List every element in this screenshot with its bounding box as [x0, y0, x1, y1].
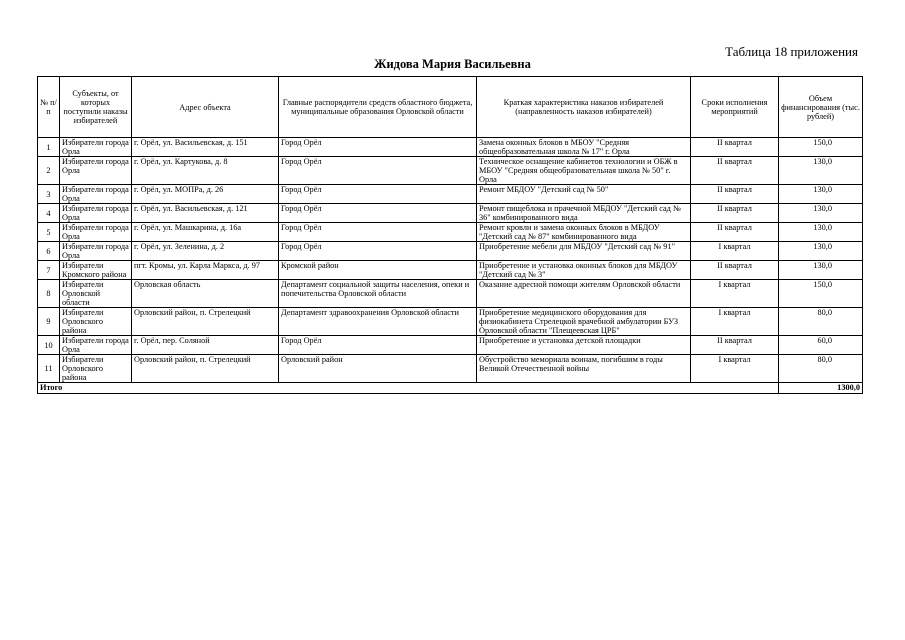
row-number: 9	[38, 308, 60, 336]
col-header-num: № п/п	[38, 77, 60, 138]
row-period: II квартал	[691, 261, 779, 280]
row-subject: Избиратели города Орла	[60, 336, 132, 355]
row-subject: Избиратели Кромского района	[60, 261, 132, 280]
col-header-description: Краткая характеристика наказов избирателей (направленность наказов избирателей)	[477, 77, 691, 138]
table-row	[38, 308, 863, 336]
row-manager: Город Орёл	[279, 204, 477, 223]
row-description: Обустройство мемориала воинам, погибшим в годы Великой Отечественной войны	[477, 355, 691, 383]
table-row	[38, 280, 863, 308]
row-number: 4	[38, 204, 60, 223]
col-header-subject: Субъекты, от которых поступили наказы избирателей	[60, 77, 132, 138]
row-description: Приобретение медицинского оборудования для физиокабинета Стрелецкой врачебной амбулатории БУЗ Орловской области "Плещеевская ЦРБ"	[477, 308, 691, 336]
row-manager: Город Орёл	[279, 138, 477, 157]
row-address: г. Орёл, ул. Картукова, д. 8	[132, 157, 279, 185]
row-manager: Кромской район	[279, 261, 477, 280]
row-amount: 130,0	[779, 157, 863, 185]
table-row	[38, 336, 863, 355]
col-header-address: Адрес объекта	[132, 77, 279, 138]
row-address: г. Орёл, пер. Соляной	[132, 336, 279, 355]
row-description: Ремонт МБДОУ "Детский сад № 50"	[477, 185, 691, 204]
table-row	[38, 157, 863, 185]
row-number: 11	[38, 355, 60, 383]
row-amount: 130,0	[779, 261, 863, 280]
row-period: II квартал	[691, 204, 779, 223]
row-amount: 150,0	[779, 138, 863, 157]
row-address: г. Орёл, ул. Васильевская, д. 121	[132, 204, 279, 223]
row-manager: Орловский район	[279, 355, 477, 383]
table-row	[38, 223, 863, 242]
row-address: г. Орёл, ул. Машкарина, д. 16а	[132, 223, 279, 242]
row-description: Приобретение и установка оконных блоков для МБДОУ "Детский сад № 3"	[477, 261, 691, 280]
row-subject: Избиратели города Орла	[60, 223, 132, 242]
row-manager: Город Орёл	[279, 157, 477, 185]
row-address: пгт. Кромы, ул. Карла Маркса, д. 97	[132, 261, 279, 280]
row-subject: Избиратели Орловской области	[60, 280, 132, 308]
row-description: Приобретение мебели для МБДОУ "Детский сад № 91"	[477, 242, 691, 261]
row-description: Ремонт пищеблока и прачечной МБДОУ "Детский сад № 36" комбинированного вида	[477, 204, 691, 223]
row-amount: 60,0	[779, 336, 863, 355]
row-period: II квартал	[691, 138, 779, 157]
appendix-label: Таблица 18 приложения	[725, 44, 858, 59]
row-amount: 80,0	[779, 308, 863, 336]
row-subject: Избиратели города Орла	[60, 185, 132, 204]
row-period: I квартал	[691, 355, 779, 383]
row-subject: Избиратели Орловского района	[60, 355, 132, 383]
row-subject: Избиратели Орловского района	[60, 308, 132, 336]
row-period: II квартал	[691, 185, 779, 204]
row-number: 5	[38, 223, 60, 242]
col-header-manager: Главные распорядители средств областного бюджета, муниципальные образования Орловской области	[279, 77, 477, 138]
total-label: Итого	[38, 383, 779, 394]
col-header-period: Сроки исполнения мероприятий	[691, 77, 779, 138]
table-row	[38, 138, 863, 157]
row-description: Техническое оснащение кабинетов технологии и ОБЖ в МБОУ "Средняя общеобразовательная школа № 50" г. Орла	[477, 157, 691, 185]
row-subject: Избиратели города Орла	[60, 204, 132, 223]
table-row	[38, 242, 863, 261]
table-body	[38, 138, 863, 394]
document-title: Жидова Мария Васильевна	[374, 57, 531, 71]
table-row	[38, 204, 863, 223]
row-amount: 130,0	[779, 242, 863, 261]
row-amount: 130,0	[779, 223, 863, 242]
row-subject: Избиратели города Орла	[60, 138, 132, 157]
row-period: II квартал	[691, 336, 779, 355]
mandates-table	[37, 76, 863, 394]
table-row	[38, 355, 863, 383]
total-amount: 1300,0	[779, 383, 863, 394]
row-manager: Город Орёл	[279, 336, 477, 355]
row-period: I квартал	[691, 242, 779, 261]
row-period: II квартал	[691, 223, 779, 242]
col-header-amount: Объем финансирования (тыс. рублей)	[779, 77, 863, 138]
row-number: 2	[38, 157, 60, 185]
row-address: Орловский район, п. Стрелецкий	[132, 355, 279, 383]
row-manager: Город Орёл	[279, 185, 477, 204]
row-amount: 130,0	[779, 204, 863, 223]
row-subject: Избиратели города Орла	[60, 157, 132, 185]
table-row	[38, 261, 863, 280]
row-number: 10	[38, 336, 60, 355]
table-row	[38, 185, 863, 204]
table-header-row	[38, 77, 863, 138]
row-amount: 150,0	[779, 280, 863, 308]
row-address: г. Орёл, ул. Васильевская, д. 151	[132, 138, 279, 157]
row-description: Ремонт кровли и замена оконных блоков в МБДОУ "Детский сад № 87" комбинированного вида	[477, 223, 691, 242]
row-address: г. Орёл, ул. МОПРа, д. 26	[132, 185, 279, 204]
row-period: I квартал	[691, 308, 779, 336]
row-amount: 130,0	[779, 185, 863, 204]
row-address: г. Орёл, ул. Зеленина, д. 2	[132, 242, 279, 261]
row-description: Замена оконных блоков в МБОУ "Средняя общеобразовательная школа № 17" г. Орла	[477, 138, 691, 157]
row-number: 3	[38, 185, 60, 204]
row-description: Оказание адресной помощи жителям Орловской области	[477, 280, 691, 308]
row-manager: Город Орёл	[279, 223, 477, 242]
row-address: Орловский район, п. Стрелецкий	[132, 308, 279, 336]
row-number: 1	[38, 138, 60, 157]
row-number: 6	[38, 242, 60, 261]
row-period: I квартал	[691, 280, 779, 308]
row-number: 8	[38, 280, 60, 308]
row-manager: Департамент здравоохранения Орловской области	[279, 308, 477, 336]
total-row	[38, 383, 863, 394]
row-amount: 80,0	[779, 355, 863, 383]
row-address: Орловская область	[132, 280, 279, 308]
row-number: 7	[38, 261, 60, 280]
row-subject: Избиратели города Орла	[60, 242, 132, 261]
row-manager: Город Орёл	[279, 242, 477, 261]
row-description: Приобретение и установка детской площадки	[477, 336, 691, 355]
row-period: II квартал	[691, 157, 779, 185]
row-manager: Департамент социальной защиты населения, опеки и попечительства Орловской области	[279, 280, 477, 308]
